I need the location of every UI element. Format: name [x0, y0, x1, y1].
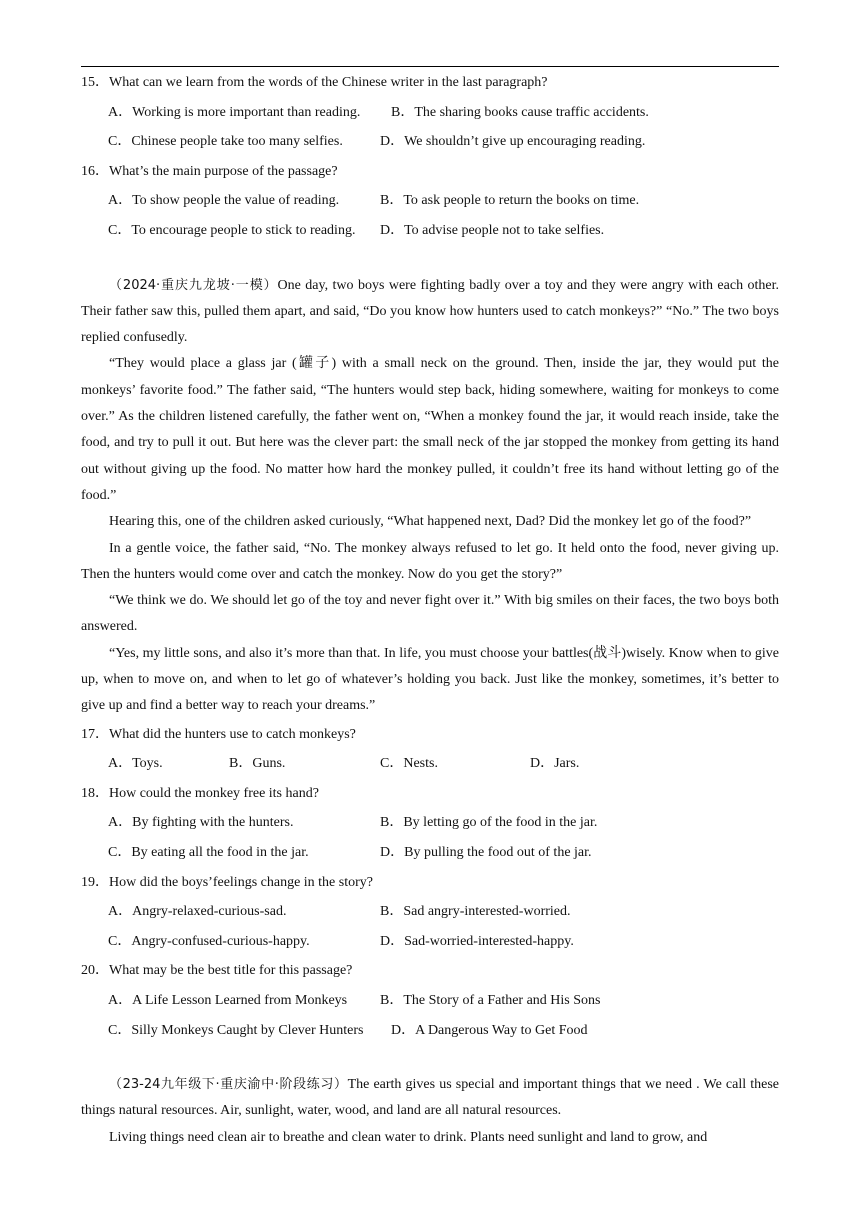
passage-2-paragraph-5: “We think we do. We should let go of the toy and never fight over it.” With big smiles on their faces, the two boys both answered.: [81, 593, 779, 635]
option-d: D．To advise people not to take selfies.: [380, 222, 605, 238]
question-18: 18．How could the monkey free its hand?: [81, 785, 319, 801]
passage-2-paragraph-1: [81, 273, 779, 352]
question-18-options-2: [81, 838, 779, 868]
option-d: D．Sad-worried-interested-happy.: [380, 933, 574, 949]
passage-3-paragraph-2: Living things need clean air to breathe and clean water to drink. Plants need sunlight and land to grow, and: [109, 1129, 708, 1145]
question-19: 19．How did the boys’feelings change in the story?: [81, 874, 373, 890]
header-rule: [81, 66, 779, 67]
option-b: B．To ask people to return the books on time.: [380, 193, 640, 209]
passage-2-paragraph-2: “They would place a glass jar (罐子) with a small neck on the ground. Then, inside the jar, they would put the monkeys’ favorite food.” The father said, “The hunters would step back, hiding somewhere, waiting for monkeys to come over.” As the children listened carefully, the father went on, “When a monkey found the jar, it would reach inside, take the food, and try to pull it out. But here was the clever part: the small neck of the jar stopped the monkey from getting its hand out without giving up the food. No matter how hard the monkey pulled, it couldn’t free its hand without letting go of the food.”: [81, 356, 779, 503]
option-d: D．We shouldn’t give up encouraging reading.: [380, 134, 646, 150]
option-a: A．Angry-relaxed-curious-sad.: [108, 904, 287, 920]
option-a: A．Toys.: [108, 756, 163, 772]
passage-2-paragraph-4: In a gentle voice, the father said, “No. The monkey always refused to let go. It held onto the food, never giving up. Then the hunters would come over and catch the monkey. Now do you get the story?”: [81, 540, 779, 582]
question-15: 15．What can we learn from the words of the Chinese writer in the last paragraph?: [81, 75, 548, 90]
question-17-options: [81, 749, 779, 779]
question-15-options: [81, 98, 779, 128]
option-d: D．By pulling the food out of the jar.: [380, 844, 592, 860]
option-b: B．The sharing books cause traffic accidents.: [391, 104, 649, 120]
question-16: 16．What’s the main purpose of the passage?: [81, 163, 338, 179]
option-d: D．Jars.: [530, 756, 580, 772]
option-a: A．By fighting with the hunters.: [108, 815, 294, 831]
option-b: B．The Story of a Father and His Sons: [380, 992, 601, 1008]
option-d: D．A Dangerous Way to Get Food: [391, 1022, 588, 1038]
question-19-options: [81, 897, 779, 927]
option-c: C．Chinese people take too many selfies.: [108, 134, 343, 150]
question-20: 20．What may be the best title for this passage?: [81, 963, 353, 979]
option-c: C．Silly Monkeys Caught by Clever Hunters: [108, 1022, 364, 1038]
question-16-options-2: [81, 216, 779, 246]
section-gap: [81, 246, 779, 273]
paragraph-text: The earth gives us special and important things that we need . We call these things natural resources. Air, sunlight, water, wood, and land are all natural resources.: [81, 1077, 779, 1119]
option-c: C．Angry-confused-curious-happy.: [108, 933, 310, 949]
option-a: A．To show people the value of reading.: [108, 193, 340, 209]
document-page: [81, 68, 779, 1151]
option-a: A．Working is more important than reading.: [108, 104, 361, 120]
section-gap: [81, 1045, 779, 1072]
source-label: （2024·重庆九龙坡·一模）: [109, 277, 278, 293]
passage-2-paragraph-6: “Yes, my little sons, and also it’s more than that. In life, you must choose your battles(战斗)wisely. Know when to give up, when to move on, and when to let go of whatever’s holding you back. Just like the monkey, sometimes, it’s better to give up and find a better way to reach your dreams.”: [81, 645, 779, 714]
question-16-options: [81, 186, 779, 216]
option-b: B．Sad angry-interested-worried.: [380, 904, 571, 920]
passage-2-paragraph-3: Hearing this, one of the children asked curiously, “What happened next, Dad? Did the monkey let go of the food?”: [109, 514, 752, 530]
option-c: C．To encourage people to stick to reading.: [108, 222, 356, 238]
question-18-options: [81, 808, 779, 838]
question-20-options-2: [81, 1016, 779, 1046]
passage-3-paragraph-1: [81, 1072, 779, 1125]
option-c: C．Nests.: [380, 756, 438, 772]
question-20-options: [81, 986, 779, 1016]
question-19-options-2: [81, 927, 779, 957]
option-b: B．By letting go of the food in the jar.: [380, 815, 598, 831]
source-label: （23-24九年级下·重庆渝中·阶段练习）: [109, 1077, 348, 1093]
option-b: B．Guns.: [229, 756, 286, 772]
option-c: C．By eating all the food in the jar.: [108, 844, 309, 860]
option-a: A．A Life Lesson Learned from Monkeys: [108, 992, 348, 1008]
question-15-options-2: [81, 127, 779, 157]
paragraph-text: One day, two boys were fighting badly over a toy and they were angry with each other. Their father saw this, pulled them apart, and said, “Do you know how hunters used to catch monkeys?” “No.” The two boys replied confusedly.: [81, 277, 779, 346]
question-17: 17．What did the hunters use to catch monkeys?: [81, 726, 356, 742]
